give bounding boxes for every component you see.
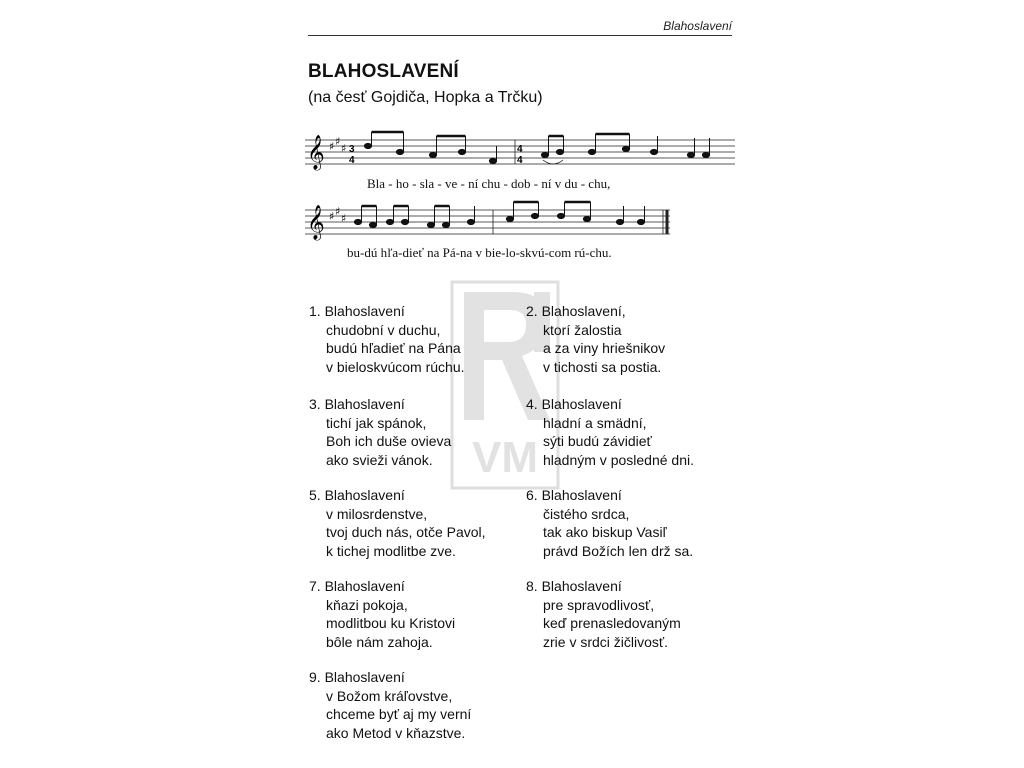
verse-text: Blahoslavení (541, 396, 622, 412)
song-subtitle: (na česť Gojdiča, Hopka a Trčku) (308, 89, 543, 106)
verse-line: sýti budú závidieť (543, 433, 652, 449)
verse-line: ako Metod v kňazstve. (326, 724, 466, 741)
verse-number: 8. (526, 578, 538, 594)
verse-line: právd Božích len drž sa. (543, 542, 694, 559)
verse-number: 5. (309, 487, 321, 503)
song-title: BLAHOSLAVENÍ (308, 61, 459, 82)
verse-line: v bieloskvúcom rúchu. (326, 358, 465, 375)
verse-line (309, 395, 451, 414)
verse-line: Boh ich duše ovieva (326, 433, 452, 449)
verse-6 (526, 486, 693, 560)
verse-number: 4. (526, 396, 538, 412)
verse-line: bôle nám zahoja. (326, 633, 433, 650)
verse-line (526, 486, 693, 505)
verse-text: Blahoslavení, (541, 303, 626, 319)
svg-text:♯: ♯ (341, 142, 347, 155)
verse-number: 1. (309, 303, 321, 319)
verse-line: keď prenasledovaným (543, 615, 681, 631)
verse-line: hladným v posledné dni. (543, 451, 694, 468)
running-head: Blahoslavení (663, 19, 732, 33)
svg-text:♯: ♯ (341, 212, 347, 225)
verse-line: modlitbou ku Kristovi (326, 615, 456, 631)
verse-line: v Božom kráľovstve, (326, 687, 453, 704)
svg-text:VM: VM (472, 433, 538, 482)
verse-line: tichí jak spánok, (326, 414, 427, 431)
verse-line: k tichej modlitbe zve. (326, 542, 456, 559)
verse-line (309, 577, 455, 596)
verse-line: čistého srdca, (543, 505, 630, 522)
verse-line (309, 486, 486, 505)
treble-clef-icon: 𝄞 (307, 205, 325, 240)
verse-line: ktorí žalostia (543, 321, 622, 338)
verse-text: Blahoslavení (324, 487, 405, 503)
verse-line: tvoj duch nás, otče Pavol, (326, 524, 486, 540)
verse-text: Blahoslavení (324, 669, 405, 685)
svg-text:3: 3 (349, 144, 355, 155)
verse-line (526, 302, 665, 321)
verse-number: 2. (526, 303, 538, 319)
verse-line: v tichosti sa postia. (543, 358, 662, 375)
svg-text:4: 4 (517, 155, 523, 166)
lyrics-line-2: bu-dú hľa-dieť na Pá-na v bie-lo-skvú-com rú-chu. (347, 245, 612, 260)
lyrics-line-1: Bla - ho - sla - ve - ní chu - dob - ní v du - chu, (367, 176, 611, 191)
verse-line: budú hľadieť na Pána (326, 340, 461, 356)
verse-text: Blahoslavení (541, 487, 622, 503)
treble-clef-icon: 𝄞 (307, 135, 325, 170)
svg-text:♯: ♯ (329, 210, 335, 223)
verse-line: chceme byť aj my verní (326, 706, 472, 722)
verse-4 (526, 395, 694, 469)
verse-line: pre spravodlivosť, (543, 596, 655, 613)
svg-text:4: 4 (349, 155, 355, 166)
svg-text:♯: ♯ (329, 140, 335, 153)
verse-number: 6. (526, 487, 538, 503)
verse-line: v milosrdenstve, (326, 505, 428, 522)
verse-line (309, 302, 465, 321)
verse-line: tak ako biskup Vasiľ (543, 524, 667, 540)
verse-line: hladní a smädní, (543, 414, 647, 431)
svg-text:♯: ♯ (335, 205, 341, 218)
verse-line: kňazi pokoja, (326, 596, 408, 613)
verse-1 (309, 302, 465, 376)
verse-number: 9. (309, 669, 321, 685)
verse-8 (526, 577, 681, 651)
verse-line: ako svieži vánok. (326, 451, 433, 468)
verse-line (526, 395, 694, 414)
header-rule (308, 35, 732, 36)
verse-line: chudobní v duchu, (326, 321, 441, 338)
verse-line (309, 668, 471, 687)
verse-line: a za viny hriešnikov (543, 340, 666, 356)
verse-text: Blahoslavení (324, 396, 405, 412)
verse-number: 7. (309, 578, 321, 594)
svg-text:4: 4 (517, 144, 523, 155)
svg-text:♯: ♯ (335, 135, 341, 148)
verse-2 (526, 302, 665, 376)
verse-text: Blahoslavení (324, 578, 405, 594)
verse-3 (309, 395, 451, 469)
verse-number: 3. (309, 396, 321, 412)
verse-line: zrie v srdci žičlivosť. (543, 633, 669, 650)
verse-9 (309, 668, 471, 742)
verse-text: Blahoslavení (541, 578, 622, 594)
verse-7 (309, 577, 455, 651)
verse-text: Blahoslavení (324, 303, 405, 319)
verse-line (526, 577, 681, 596)
verse-5 (309, 486, 486, 560)
